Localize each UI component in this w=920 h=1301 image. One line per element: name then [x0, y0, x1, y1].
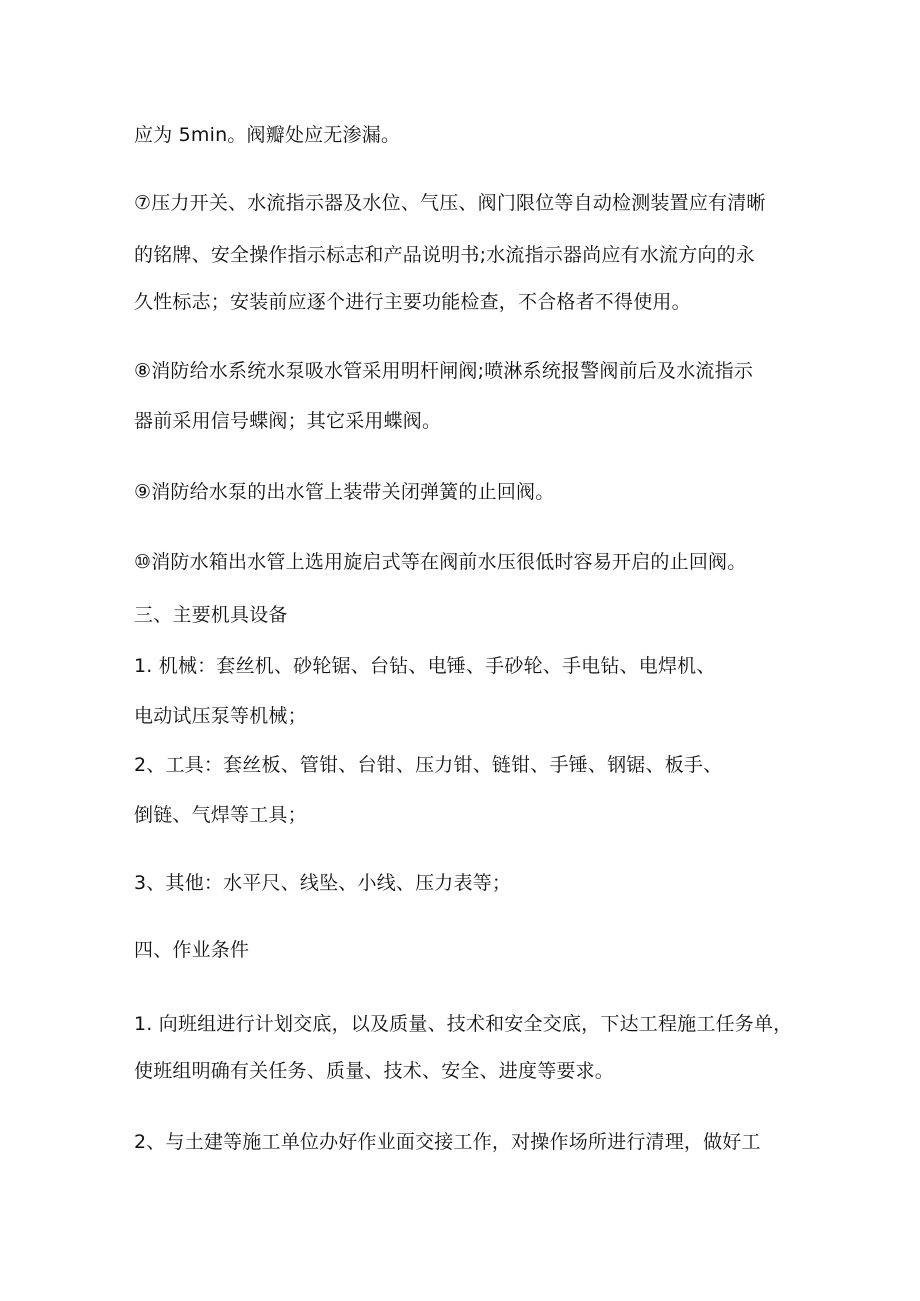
text-line-10: 1. 机械：套丝机、砂轮锯、台钻、电锤、手砂轮、手电钻、电焊机、 — [134, 655, 716, 677]
text-line-16: 1. 向班组进行计划交底，以及质量、技术和安全交底，下达工程施工任务单， — [134, 1013, 793, 1035]
text-line-6: 器前采用信号蝶阀；其它采用蝶阀。 — [134, 410, 442, 432]
text-line-8: ⑩消防水箱出水管上选用旋启式等在阀前水压很低时容易开启的止回阀。 — [134, 551, 747, 573]
text-line-18: 2、与土建等施工单位办好作业面交接工作，对操作场所进行清理，做好工 — [134, 1131, 761, 1153]
text-line-7: ⑨消防给水泵的出水管上装带关闭弹簧的止回阀。 — [134, 481, 555, 503]
section-heading-equipment: 三、主要机具设备 — [134, 604, 288, 626]
text-line-1: 应为 5min。阀瓣处应无渗漏。 — [134, 124, 401, 146]
section-heading-conditions: 四、作业条件 — [134, 939, 250, 961]
text-line-12: 2、工具：套丝板、管钳、台钳、压力钳、链钳、手锤、钢锯、板手、 — [134, 754, 723, 776]
text-line-14: 3、其他：水平尺、线坠、小线、压力表等； — [134, 872, 512, 894]
text-line-3: 的铭牌、安全操作指示标志和产品说明书;水流指示器尚应有水流方向的永 — [134, 244, 756, 266]
text-line-11: 电动试压泵等机械； — [134, 705, 307, 727]
text-line-4: 久性标志；安装前应逐个进行主要功能检查，不合格者不得使用。 — [134, 291, 691, 313]
text-line-17: 使班组明确有关任务、质量、技术、安全、进度等要求。 — [134, 1060, 615, 1082]
text-line-13: 倒链、气焊等工具； — [134, 804, 307, 826]
text-line-2: ⑦压力开关、水流指示器及水位、气压、阀门限位等自动检测装置应有清晰 — [134, 192, 766, 214]
text-line-5: ⑧消防给水系统水泵吸水管采用明杆闸阀;喷淋系统报警阀前后及水流指示 — [134, 360, 754, 382]
